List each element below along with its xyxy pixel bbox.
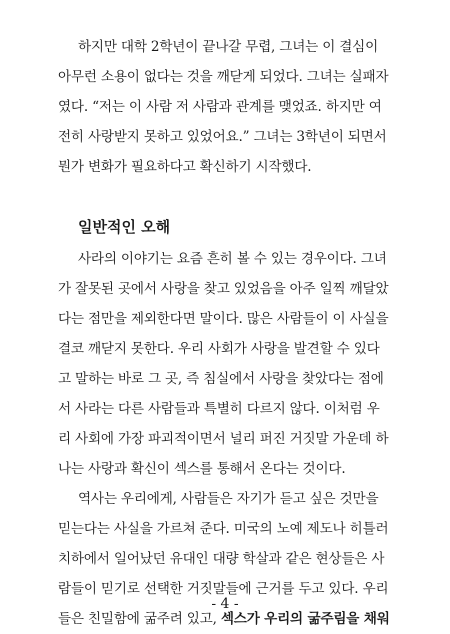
text-line: 다는 점만을 제외한다면 말이다. 많은 사람들이 이 사실을 (58, 311, 389, 327)
text-line: 역사는 우리에게, 사람들은 자기가 듣고 싶은 것만을 (78, 491, 379, 507)
section-heading: 일반적인 오해 (78, 218, 171, 236)
text-bold: 섹스가 우리의 굶주림을 채워 (220, 611, 390, 627)
paragraph-1 (58, 32, 395, 182)
paragraph-2 (58, 244, 395, 484)
text-line: 고 말하는 바로 그 곳, 즉 침실에서 사랑을 찾았다는 점에 (58, 371, 384, 387)
text-line: 하지만 대학 2학년이 끝나갈 무렵, 그녀는 이 결심이 (78, 39, 379, 55)
text-line: 전히 사랑받지 못하고 있었어요.” 그녀는 3학년이 되면서 (58, 129, 387, 145)
text-line: 치하에서 일어났던 유대인 대량 학살과 같은 현상들은 사 (58, 551, 385, 567)
text-line: 믿는다는 사실을 가르쳐 준다. 미국의 노예 제도나 히틀러 (58, 521, 389, 537)
text-line: 결코 깨닫지 못한다. 우리 사회가 사랑을 발견할 수 있다 (58, 341, 380, 357)
text-regular: 들은 친밀함에 굶주려 있고, (58, 611, 221, 627)
text-line: 리 사회에 가장 파괴적이면서 널리 퍼진 거짓말 가운데 하 (58, 431, 389, 447)
text-line: 사라의 이야기는 요즘 흔히 볼 수 있는 경우이다. 그녀 (78, 251, 387, 267)
text-line: 람들이 믿기로 선택한 거짓말들에 근거를 두고 있다. 우리 (58, 581, 389, 597)
text-line: 나는 사랑과 확신이 섹스를 통해서 온다는 것이다. (58, 461, 346, 477)
text-line: 가 잘못된 곳에서 사랑을 찾고 있었음을 아주 일찍 깨달았 (58, 281, 389, 297)
page-number: - 4 - (211, 596, 239, 612)
text-line: 서 사라는 다른 사람들과 특별히 다르지 않다. 이처럼 우 (58, 401, 380, 417)
text-line: 였다. “저는 이 사람 저 사람과 관계를 맺었죠. 하지만 여 (58, 99, 382, 115)
text-line: 아무런 소용이 없다는 것을 깨닫게 되었다. 그녀는 실패자 (58, 69, 389, 85)
text-line: 뭔가 변화가 필요하다고 확신하기 시작했다. (58, 159, 312, 175)
